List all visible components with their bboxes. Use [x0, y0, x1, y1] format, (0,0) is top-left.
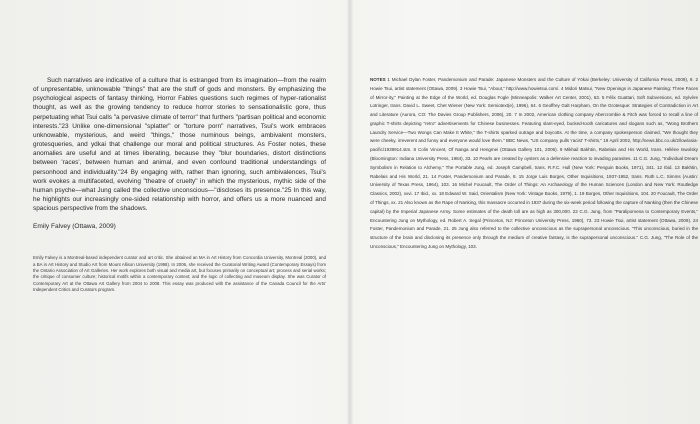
notes-heading: NOTES: [370, 77, 386, 82]
author-bio: Emily Falvey is a Montreal-based independent curator and art critic. She obtained an MA in Art History from Concordia University, Montreal (2000), and a BA in Art History and Studio Art from Mount Allison University (1998). In 2006, she received the Curatorial Writing Award (Contemporary Essays) from the Ontario Association of Art Galleries. Her work explores both visual and media art, but focuses primarily on conceptual art; process and serial works; the critique of consumer culture; historical motifs within a contemporary context; and the logic of collecting and museum display. She was Curator of Contemporary Art at the Ottawa Art Gallery from 2004 to 2008. This essay was produced with the assistance of the Canada Council for the Arts' Independent Critics and Curators program.: [33, 255, 326, 292]
author-signature: Emily Falvey (Ottawa, 2009): [33, 223, 116, 231]
right-page: [370, 76, 698, 252]
essay-closing-paragraph: Such narratives are indicative of a culture that is estranged from its imagination—from the realm of unpresentable, unknowable "things" that are the stuff of gods and monsters. By emphasizing the psychological aspects of fantasy thinking, Horror Fables questions such regimes of hyper-rationalist thought, as well as the growing tendency to reduce horror stories to sensationalistic gore, thus perpetuating what Tsui calls "a pervasive climate of terror" that furthers "partisan political and economic interests."23 Unlike one-dimensional "splatter" or "torture porn" narratives, Tsui's work embraces unknowable, mysterious, and weird "things," those numinous beings, ambivalent monsters, grotesqueries, and ydkai that challenge our moral and political structures. As Foster notes, these anomalies are useful and at times liberating, because they "blur boundaries, distort distinctions between 'races', between human and animal, and even confound traditional understandings of personhood and individuality."24 By engaging with, rather than ignoring, such ambivalences, Tsui's work evokes a multifaceted, evolving "theatre of cruelty" in which the mysterious, mythic side of the human psyche—what Jung called the collective unconscious—"discloses its presence."25 In this way, he highlights our increasingly one-sided relationship with horror, and offers us a more nuanced and spacious perspective from the shadows.: [33, 77, 326, 213]
book-gutter: [347, 0, 353, 424]
left-page: [33, 76, 326, 297]
endnotes: [370, 76, 698, 252]
notes-text: 1 Michael Dylan Foster, Pandemonium and Parade: Japanese Monsters and the Culture of Yōkai (Berkeley: University of California Press, 2009), 9. 2 Howie Tsui, artist statement (Ottawa, 2009). 3 Howie Tsui, "About," http://www.howietsui.com/. 4 Midori Matsui, "New Openings in Japanese Painting: Three Faces of Mirror-ity," Painting at the Edge of the World, ed. Douglas Fogle (Minneapolis: Walker Art Center, 2001), 63. 5 Félix Guattari, Soft Subversions, ed. Sylvère Lotringer, trans. David L. Sweet, Chet Wiener (New York: Semiotext(e), 1996), 64. 6 Geoffrey Galt Harpham, On the Grotesque: Strategies of Contradiction in Art and Literature (Aurora, CO: The Davies Group Publishers, 2006), 20. 7 In 2002, American clothing company Abercrombie & Fitch was forced to recall a line of graphic T-shirts depicting "retro" advertisements for Chinese businesses. Featuring slant-eyed, bucked-tooth caricatures and slogans such as, "Wong Brothers Laundry Service—Two Wongs Can Make It White," the T-shirts sparked outrage and boycotts. At the time, a company spokesperson claimed, "We thought they were cheeky, irreverent and funny and everyone would love them." BBC News, "US company pulls 'racist' T-shirts," 19 April 2002, http://news.bbc.co.uk/2/low/asia-pacific/1939914.stm. 8 Colin Vincent, Of Nanga and Hengmei (Ottawa Gallery 101, 2006). 9 Mikhail Bakhtin, Rabelais and His World, trans. Hélène Iswolsky (Bloomington: Indiana University Press, 1984), 33. 10 Pearls are created by oysters as a defensive reaction to invading parasites. 11 C.G. Jung, "Individual Dream Symbolism in Relation to Alchemy," The Portable Jung, ed. Joseph Campbell, trans. R.F.C. Hull (New York: Penguin Books, 1971), 341. 12 Ibid. 13 Bakhtin, Rabelais and His World, 21. 14 Foster, Pandemonium and Parade, 8. 15 Jorge Luis Borges, Other Inquisitions, 1937-1952, trans. Ruth L.C. Simms (Austin: University of Texas Press, 1964), 103. 16 Michel Foucault, The Order of Things: An Archaeology of the Human Sciences (London and New York: Routledge Classics, 2002), xxvi. 17 Ibid., xx. 18 Edward W. Said, Orientalism (New York: Vintage Books, 1979), 1. 19 Borges, Other Inquisitions, 104. 20 Foucault, The Order of Things, xx. 21 Also known as the Rape of Nanking, this massacre occurred in 1937 during the six-week period following the capture of Nanking (then the Chinese capital) by the Imperial Japanese Army. Some estimates of the death toll are as high as 300,000. 22 C.G. Jung, from "Paralipomena to Contemporary Events," Encountering Jung on Mythology, ed. Robert A. Segal (Princeton, NJ: Princeton University Press, 1960), 73. 23 Howie Tsui, artist statement (Ottawa, 2009). 24 Foster, Pandemonium and Parade, 21. 25 Jung also referred to the collective unconscious as the suprapersonal unconscious. "This unconscious, buried in the structure of the brain and disclosing its presence only through the medium of creative fantasy, is the suprapersonal unconscious." C.G. Jung, "The Role of the Unconscious," Encountering Jung on Mythology, 103.: [370, 77, 698, 249]
